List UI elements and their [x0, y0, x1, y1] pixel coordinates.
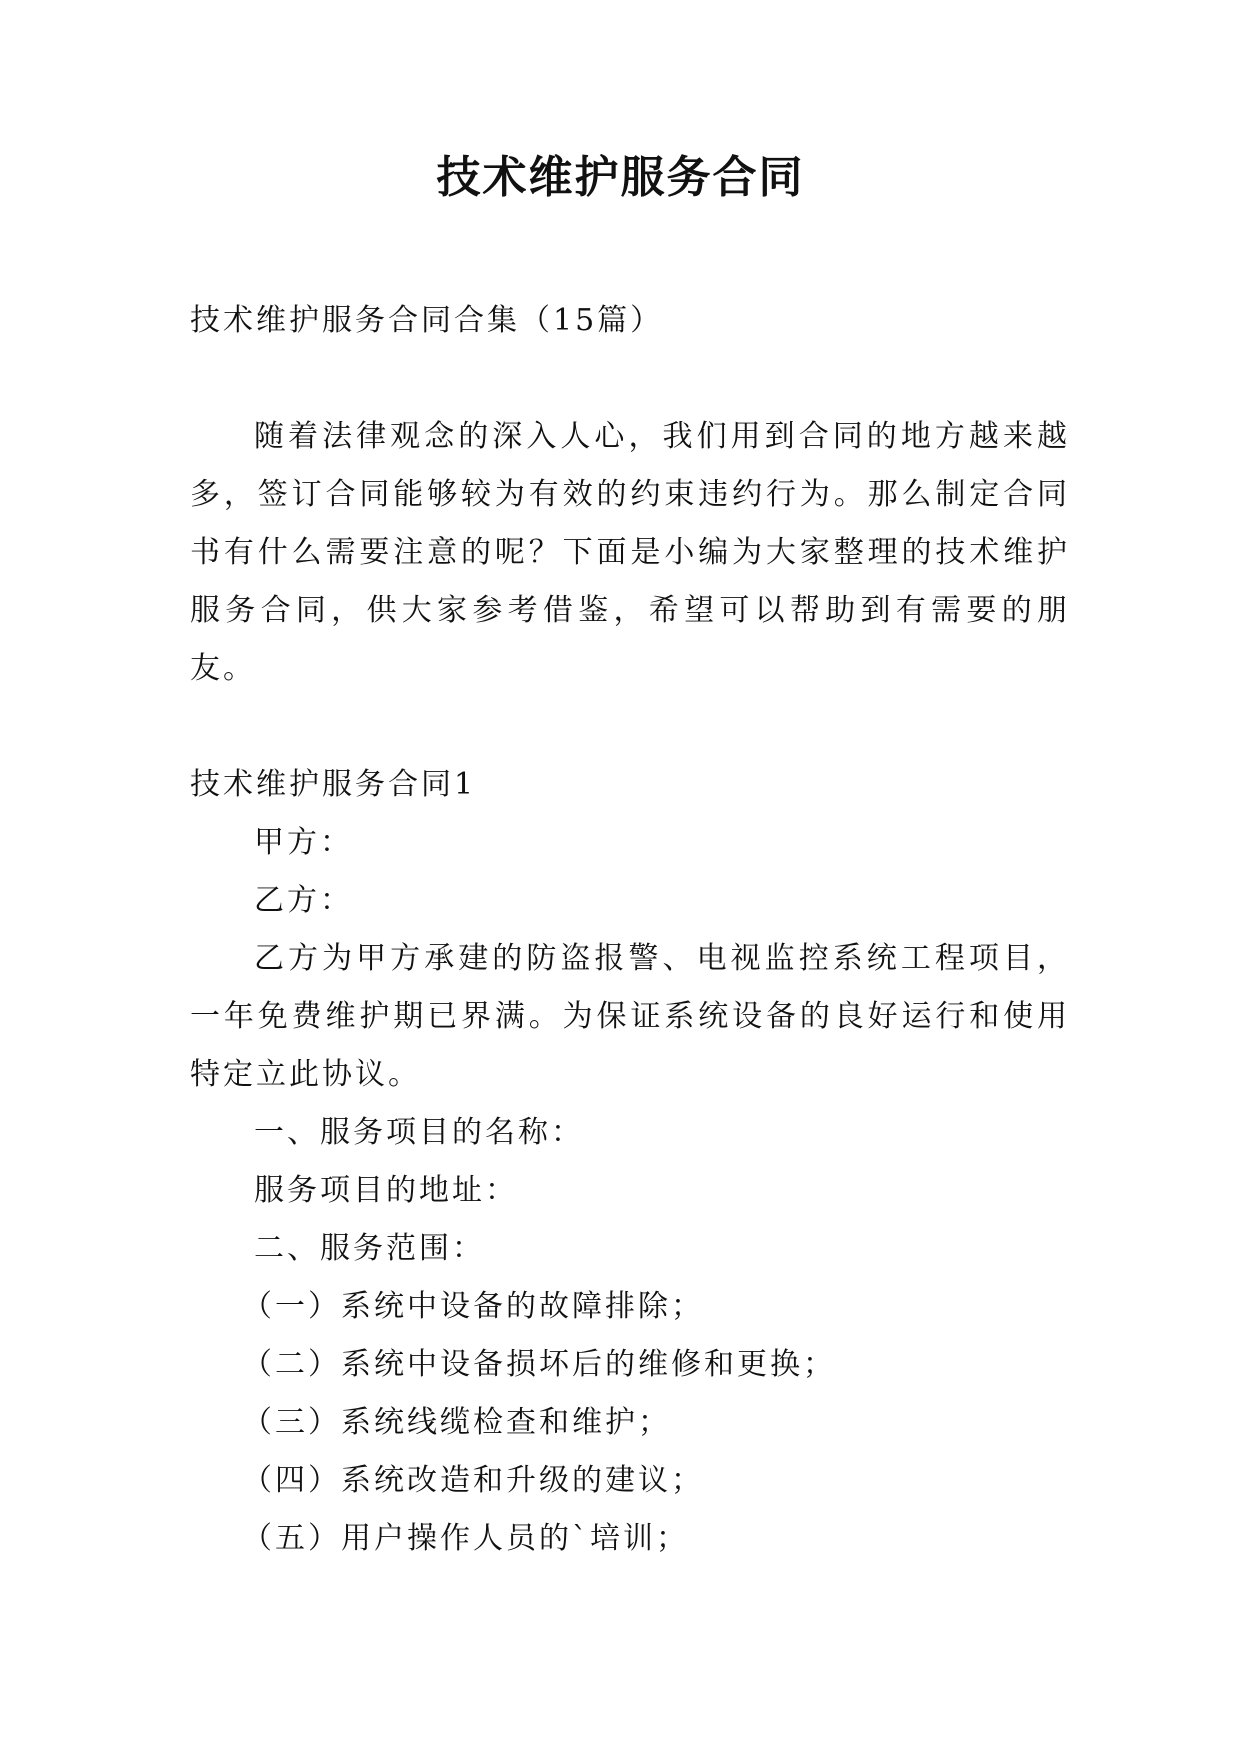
service-address-line: 服务项目的地址： — [254, 1173, 518, 1208]
section-service-scope: 二、服务范围： — [254, 1231, 485, 1266]
intro-paragraph: 随着法律观念的深入人心，我们用到合同的地方越来越多，签订合同能够较为有效的约束违约行为。那么制定合同书有什么需要注意的呢？下面是小编为大家整理的技术维护服务合同，供大家参考借鉴，希望可以帮助到有需要的朋友。 — [190, 419, 1070, 686]
party-a-line: 甲方： — [254, 825, 353, 860]
section-service-name: 一、服务项目的名称： — [254, 1115, 584, 1150]
scope-item: （三）系统线缆检查和维护； — [242, 1405, 671, 1440]
preamble-paragraph: 乙方为甲方承建的防盗报警、电视监控系统工程项目，一年免费维护期已界满。为保证系统设备的良好运行和使用特定立此协议。 — [190, 941, 1070, 1092]
document-body — [190, 292, 1070, 1568]
contract-heading: 技术维护服务合同1 — [190, 767, 477, 802]
document-title: 技术维护服务合同 — [436, 152, 805, 203]
document-subtitle: 技术维护服务合同合集（15篇） — [190, 303, 664, 338]
scope-item: （四）系统改造和升级的建议； — [242, 1463, 704, 1498]
scope-item: （二）系统中设备损坏后的维修和更换； — [242, 1347, 836, 1382]
party-b-line: 乙方： — [254, 883, 353, 918]
scope-item: （一）系统中设备的故障排除； — [242, 1289, 704, 1324]
scope-item: （五）用户操作人员的`培训； — [242, 1521, 689, 1556]
